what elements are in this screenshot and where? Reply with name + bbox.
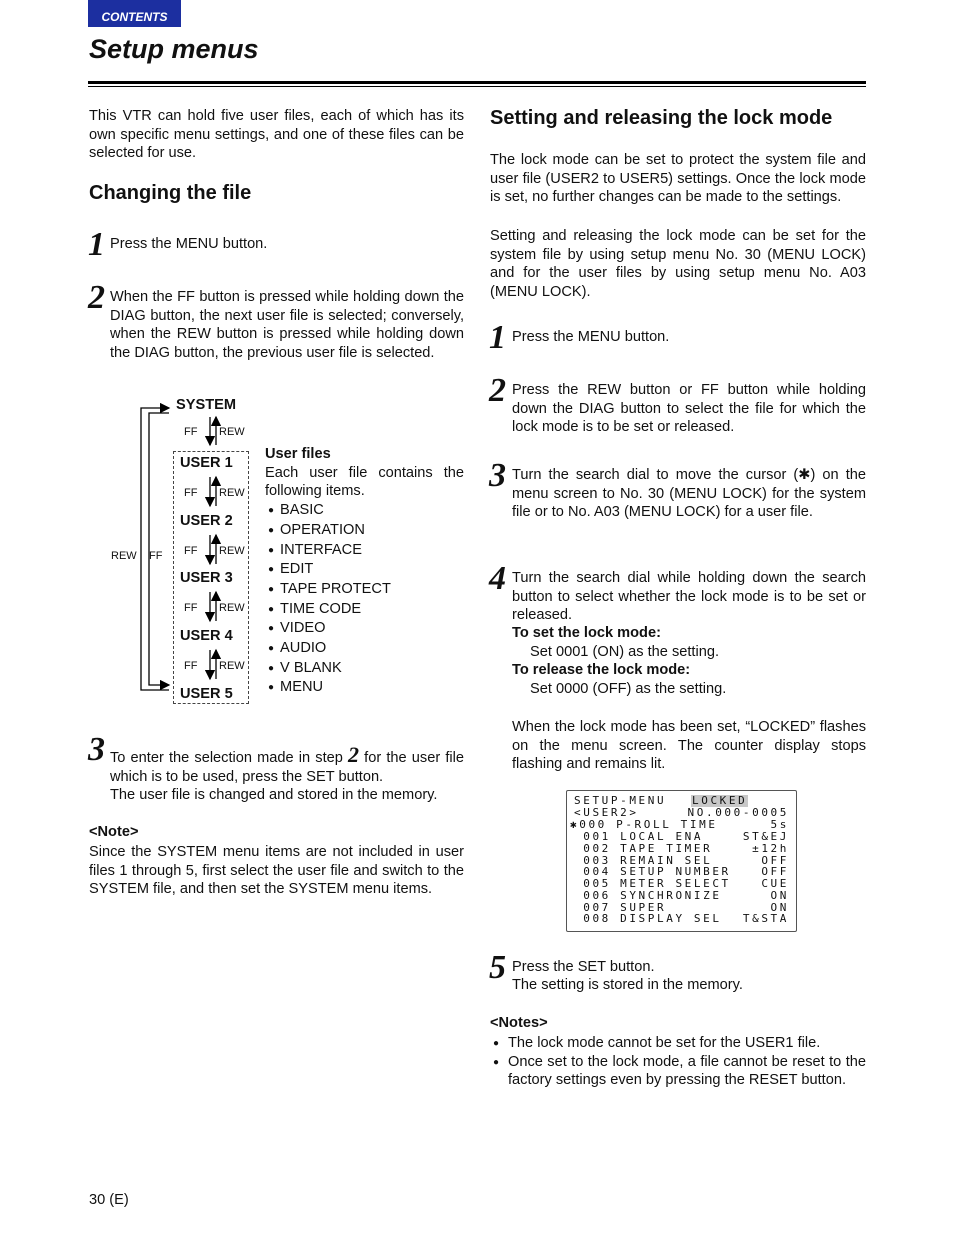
step-number: 1 (88, 226, 105, 263)
rew-label: REW (219, 660, 245, 672)
locked-badge: LOCKED (692, 794, 748, 807)
step-number: 4 (489, 560, 506, 597)
list-item: ● TAPE PROTECT (268, 580, 464, 600)
lock-intro-1: The lock mode can be set to protect the system file and user file (USER2 to USER5) settings. Once the lock mode is set, no further changes can be made to the settings. (490, 152, 866, 206)
step-number: 2 (489, 372, 506, 409)
screen-user: <USER2> (574, 806, 639, 819)
user1-label: USER 1 (180, 455, 233, 471)
setup-menu-screen (566, 790, 797, 932)
list-item: ● The lock mode cannot be set for the USER1 file. (490, 1034, 866, 1053)
ff-label: FF (184, 545, 198, 557)
title-rule-thin (88, 86, 866, 87)
step-ref: 2 (348, 742, 360, 767)
table-row: 007 SUPER ON (574, 901, 789, 914)
user3-label: USER 3 (180, 570, 233, 586)
table-row: 006 SYNCHRONIZE ON (574, 889, 789, 902)
ff-label: FF (184, 660, 198, 672)
list-item: ● EDIT (268, 560, 464, 580)
step-text: Press the MENU button. (512, 329, 670, 345)
release-lock-heading: To release the lock mode: (512, 662, 691, 678)
note-heading: <Note> (89, 824, 139, 840)
table-row: 005 METER SELECT CUE (574, 877, 789, 890)
title-rule (88, 81, 866, 84)
step-text: Turn the search dial to move the cursor (✱) on the menu screen to No. 30 (MENU LOCK) for the system file or to No. A03 (MENU LOCK) for a user file. (512, 467, 866, 521)
table-row: 004 SETUP NUMBER OFF (574, 865, 789, 878)
step-text: Press the SET button. (512, 959, 655, 975)
release-lock-text: Set 0000 (OFF) as the setting. (530, 681, 727, 697)
step-number: 5 (489, 949, 506, 986)
step-text: Turn the search dial while holding down the search button to select whether the lock mode is to be set or released. (512, 570, 866, 624)
user-files-description (265, 445, 464, 698)
step-text-part: To enter the selection made in step (110, 750, 349, 766)
set-lock-heading: To set the lock mode: (512, 625, 661, 641)
intro-paragraph: This VTR can hold five user files, each of which has its own specific menu settings, and one of these files can be selected for use. (89, 108, 464, 162)
outer-ff-label: FF (149, 550, 163, 562)
screen-no: NO.000-0005 (687, 806, 789, 819)
list-item: ● INTERFACE (268, 541, 464, 561)
list-item: ● V BLANK (268, 659, 464, 679)
user-file-items (268, 501, 464, 698)
rew-label: REW (219, 545, 245, 557)
list-item: ● TIME CODE (268, 600, 464, 620)
contents-button[interactable]: CONTENTS (88, 0, 181, 27)
system-label: SYSTEM (176, 397, 237, 413)
set-lock-text: Set 0001 (ON) as the setting. (530, 644, 720, 660)
step-number: 3 (88, 731, 105, 768)
table-row: 001 LOCAL ENA ST&EJ (574, 830, 789, 843)
page-title: Setup menus (89, 34, 259, 64)
list-item: ● BASIC (268, 501, 464, 521)
list-item: ● VIDEO (268, 619, 464, 639)
step-text-part: for the user file which is to be used, press the SET button. (110, 750, 464, 785)
user4-label: USER 4 (180, 628, 233, 644)
lock-intro-2: Setting and releasing the lock mode can be set for the system file by using setup menu No. 30 (MENU LOCK) and for the user files by using setup menu No. A03 (MENU LOCK). (490, 228, 866, 301)
note-text: Since the SYSTEM menu items are not included in user files 1 through 5, first select the user file and switch to the SYSTEM file, and then set the SYSTEM menu items. (89, 844, 464, 898)
table-row: ✱000 P-ROLL TIME 5s (570, 818, 789, 831)
user-files-desc: Each user file contains the following items. (265, 464, 464, 500)
notes-heading: <Notes> (490, 1015, 548, 1031)
ff-label: FF (184, 602, 198, 614)
table-row: 008 DISPLAY SEL T&STA (574, 912, 789, 925)
user5-label: USER 5 (180, 686, 233, 702)
list-item: ● AUDIO (268, 639, 464, 659)
step-result: The setting is stored in the memory. (512, 977, 743, 993)
list-item: ● OPERATION (268, 521, 464, 541)
ff-label: FF (184, 426, 198, 438)
user2-label: USER 2 (180, 513, 233, 529)
locked-description: When the lock mode has been set, “LOCKED” flashes on the menu screen. The counter display stops flashing and remains lit. (512, 719, 866, 773)
list-item: ● Once set to the lock mode, a file cannot be reset to the factory settings even by pressing the RESET button. (490, 1053, 866, 1090)
step-number: 3 (489, 457, 506, 494)
step-result: The user file is changed and stored in the memory. (110, 787, 438, 803)
list-item: ● MENU (268, 678, 464, 698)
step-number: 1 (489, 319, 506, 356)
screen-title: SETUP-MENU (574, 794, 667, 807)
step-text: When the FF button is pressed while holding down the DIAG button, the next user file is selected; conversely, when the REW button is pressed while holding down the DIAG button, the previous user file is selected. (110, 289, 464, 362)
ff-label: FF (184, 487, 198, 499)
lock-mode-heading: Setting and releasing the lock mode (490, 107, 833, 129)
notes-list (490, 1034, 866, 1090)
step-number: 2 (88, 279, 105, 316)
table-row: 002 TAPE TIMER ±12h (574, 842, 789, 855)
user-files-heading: User files (265, 446, 331, 462)
outer-rew-label: REW (111, 550, 137, 562)
rew-label: REW (219, 426, 245, 438)
rew-label: REW (219, 487, 245, 499)
step-text (110, 742, 464, 786)
page-number: 30 (E) (89, 1192, 129, 1208)
step-text: Press the REW button or FF button while holding down the DIAG button to select the file for which the lock mode is to be set or released. (512, 382, 866, 436)
table-row: 003 REMAIN SEL OFF (574, 854, 789, 867)
step-text: Press the MENU button. (110, 236, 268, 252)
rew-label: REW (219, 602, 245, 614)
changing-file-heading: Changing the file (89, 182, 252, 204)
